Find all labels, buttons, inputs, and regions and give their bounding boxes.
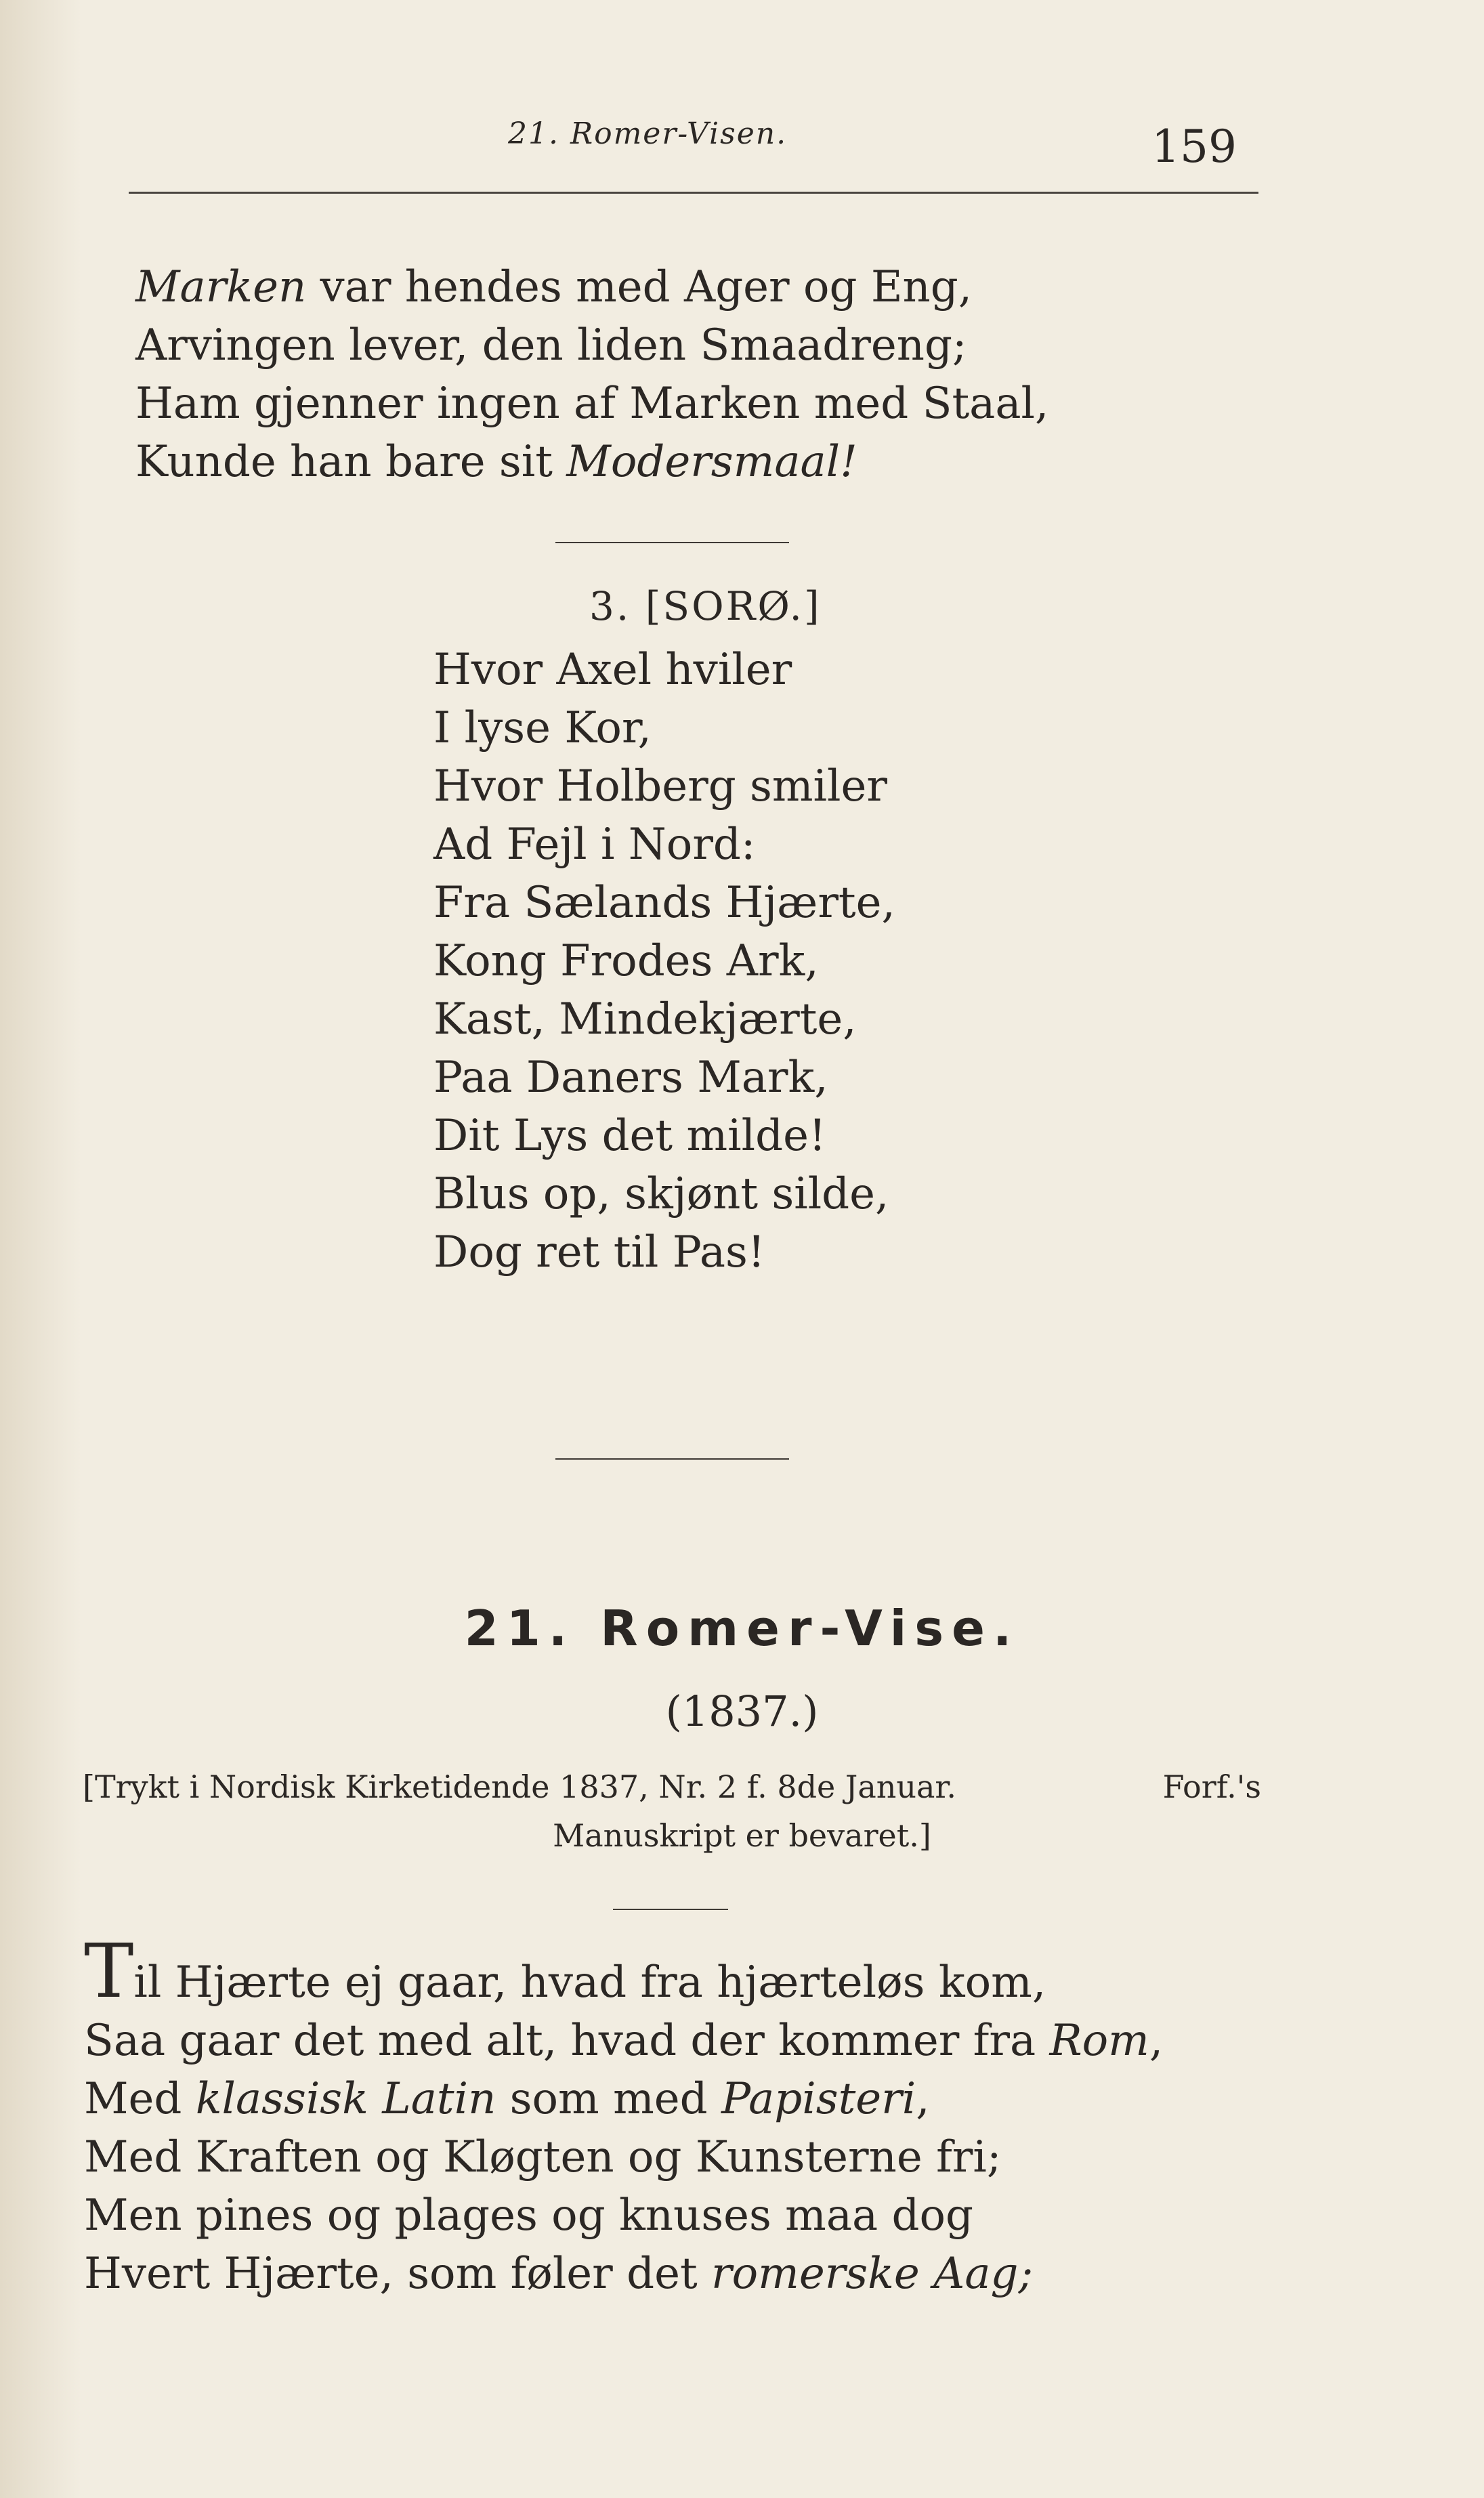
section-divider: [555, 542, 789, 543]
verse-line: Hvert Hjærte, som føler det romerske Aag;: [84, 2249, 1034, 2299]
verse-line: Hvor Axel hviler: [433, 645, 792, 695]
verse-line: Kast, Mindekjærte,: [433, 994, 857, 1044]
italic-word: klassisk Latin: [195, 2074, 496, 2124]
song-title: 21. Romer-Vise.: [464, 1600, 1020, 1657]
verse-line: Saa gaar det med alt, hvad der kommer fra Rom,: [84, 2016, 1164, 2066]
stanza-romer-vise: [84, 1928, 1164, 2303]
drop-cap: T: [84, 1928, 134, 2014]
verse-line: Kong Frodes Ark,: [433, 936, 819, 986]
italic-word: romerske Aag;: [711, 2249, 1034, 2299]
verse-line: Fra Sælands Hjærte,: [433, 878, 895, 928]
page-number: 159: [1151, 121, 1237, 173]
verse-line: Til Hjærte ej gaar, hvad fra hjærteløs kom,: [84, 1928, 1046, 2014]
section-divider: [555, 1458, 789, 1460]
verse-line: Ham gjenner ingen af Marken med Staal,: [135, 379, 1049, 429]
header-rule: [129, 192, 1258, 194]
running-head: 21. Romer-Visen.: [508, 117, 788, 151]
verse-line: I lyse Kor,: [433, 703, 652, 753]
verse-line: Men pines og plages og knuses maa dog: [84, 2190, 973, 2241]
verse-line: Paa Daners Mark,: [433, 1053, 828, 1103]
section-divider: [613, 1909, 728, 1910]
italic-word: Marken: [135, 262, 307, 312]
publication-note: [83, 1766, 1261, 1807]
section-heading: 3. [SORØ.]: [589, 583, 822, 629]
verse-line: Med klassisk Latin som med Papisteri,: [84, 2074, 930, 2124]
publication-note-text: [Trykt i Nordisk Kirketidende 1837, Nr. 2 f. 8de Januar.: [83, 1769, 956, 1805]
verse-line: Arvingen lever, den liden Smaadreng;: [135, 320, 967, 371]
stanza-3: [433, 641, 895, 1282]
stanza-1: [135, 258, 1048, 491]
italic-word: Papisteri: [721, 2074, 916, 2124]
verse-line: Ad Fejl i Nord:: [433, 820, 756, 870]
italic-word: Modersmaal!: [566, 437, 857, 487]
verse-line: Dog ret til Pas!: [433, 1227, 765, 1277]
verse-line: Hvor Holberg smiler: [433, 761, 887, 811]
verse-line: Marken var hendes med Ager og Eng,: [135, 262, 973, 312]
verse-line: Med Kraften og Kløgten og Kunsterne fri;: [84, 2132, 1002, 2182]
song-year: (1837.): [665, 1687, 819, 1736]
verse-line: Kunde han bare sit Modersmaal!: [135, 437, 857, 487]
publication-note-text: Forf.'s: [1162, 1769, 1261, 1805]
publication-note-continuation: Manuskript er bevaret.]: [553, 1817, 931, 1854]
verse-line: Blus op, skjønt silde,: [433, 1169, 889, 1219]
italic-word: Rom: [1049, 2016, 1149, 2066]
verse-line: Dit Lys det milde!: [433, 1111, 826, 1161]
